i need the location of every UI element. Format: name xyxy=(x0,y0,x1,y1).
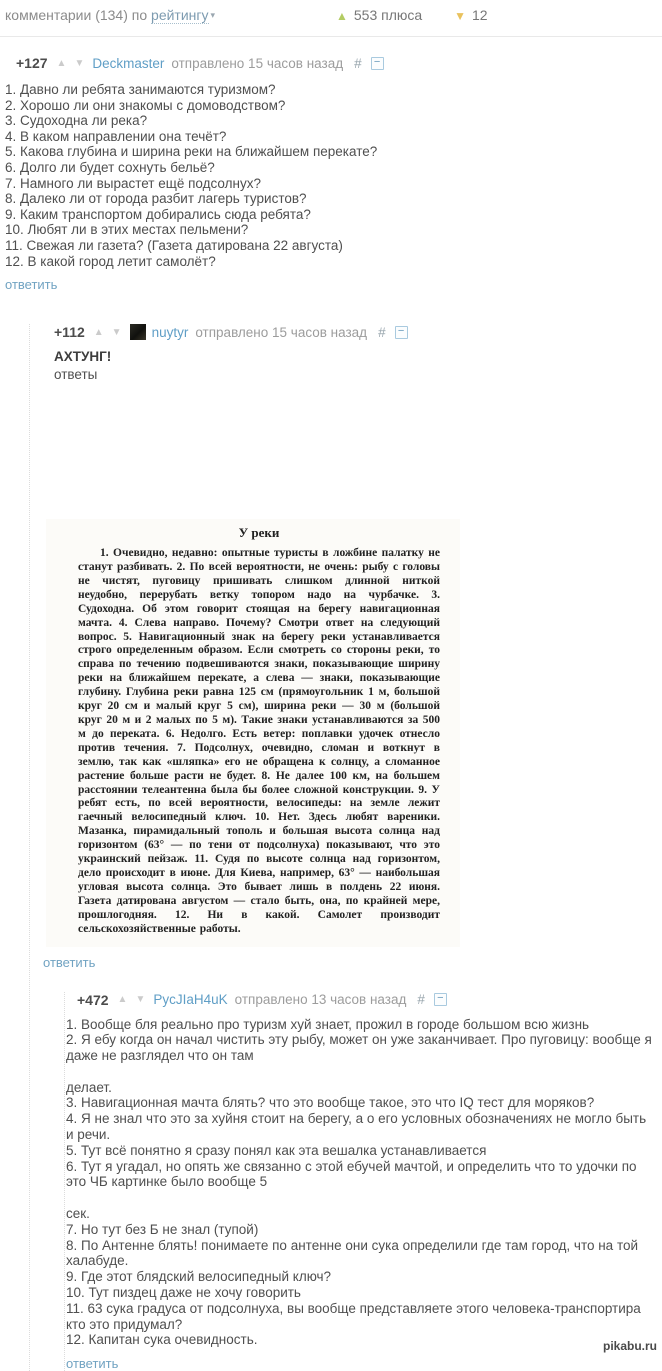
permalink-hash-icon[interactable]: # xyxy=(417,992,425,1007)
comment-header xyxy=(54,324,662,340)
comment-text-line: АХТУНГ! xyxy=(54,349,662,365)
comment-text-line: 1. Давно ли ребята занимаются туризмом? xyxy=(5,82,662,98)
comment-text-line: 6. Тут я угадал, но опять же связанно с этой ебучей мачтой, и определить что то удочки по это ЧБ картинке было вообще 5 xyxy=(66,1159,654,1191)
chevron-down-icon: ▾ xyxy=(211,10,216,20)
comment-text-line: 11. Свежая ли газета? (Газета датирована 22 августа) xyxy=(5,238,662,254)
comment-text-line: делает. xyxy=(66,1080,654,1096)
comment-text-line: 5. Тут всё понятно я сразу понял как эта вешалка устанавливается xyxy=(66,1143,654,1159)
comment-text-line: 7. Намного ли вырастет ещё подсолнух? xyxy=(5,176,662,192)
comment-timestamp: отправлено 13 часов назад xyxy=(235,992,407,1007)
post-votes-summary xyxy=(336,7,488,23)
comment-text-line: 4. Я не знал что это за хуйня стоит на берегу, а о его условных обозначениях не могло быть и речи. xyxy=(66,1111,654,1143)
reply-link[interactable]: ответить xyxy=(43,955,95,970)
reply-link[interactable]: ответить xyxy=(5,277,57,292)
comment-text-line: 3. Навигационная мачта блять? что это вообще такое, это что IQ тест для моряков? xyxy=(66,1095,654,1111)
comment-text-line xyxy=(66,1064,654,1080)
comments-count-label: комментарии (134) по xyxy=(5,7,147,23)
comment-thread xyxy=(29,324,662,1371)
upvote-arrow-icon[interactable]: ▲ xyxy=(94,327,104,338)
comment xyxy=(54,324,662,969)
comment-text-line xyxy=(66,1190,654,1206)
comment-text-line: 5. Какова глубина и ширина реки на ближайшем перекате? xyxy=(5,144,662,160)
comment-text-line: 4. В каком направлении она течёт? xyxy=(5,129,662,145)
permalink-hash-icon[interactable]: # xyxy=(378,325,386,340)
comment-text-line: 2. Я ебу когда он начал чистить эту рыбу, может он уже заканчивает. Про пуговицу: вообще я даже не разглядел что он там xyxy=(66,1032,654,1064)
minus-triangle-icon: ▼ xyxy=(454,9,466,23)
comment xyxy=(77,992,662,1371)
comment-text-line: 11. 63 сука градуса от подсолнуха, вы вообще представляете этого человека-транспортира кто это придумал? xyxy=(66,1301,654,1333)
comment-text-line: 8. По Антенне блять! понимаете по антенне они сука определили где там город, что на той халабуде. xyxy=(66,1238,654,1270)
book-page-scan-image[interactable] xyxy=(46,519,460,946)
upvote-arrow-icon[interactable]: ▲ xyxy=(118,994,128,1005)
plus-triangle-icon: ▲ xyxy=(336,9,348,23)
comment-body xyxy=(5,82,662,269)
comment-timestamp: отправлено 15 часов назад xyxy=(195,325,367,340)
site-watermark: pikabu.ru xyxy=(603,1339,657,1353)
sort-dropdown[interactable]: рейтингу xyxy=(151,7,208,24)
comment-text-line: 7. Но тут без Б не знал (тупой) xyxy=(66,1222,654,1238)
divider xyxy=(0,36,662,37)
comment-header xyxy=(77,992,654,1008)
comment-text-line: 10. Тут пиздец даже не хочу говорить xyxy=(66,1285,654,1301)
comment-author-link[interactable]: PycJIaH4uK xyxy=(153,992,227,1007)
upvote-arrow-icon[interactable]: ▲ xyxy=(57,58,67,69)
scan-text: 1. Очевидно, недавно: опытные туристы в ложбине палатку не станут разбивать. 2. По всей вероятности, не очень: рыбу с головы не чистят, пуговицу пришивать слишком длинной ниткой неудобно, перерубать ветку топором надо на чурбачке. 3. Судоходна. Об этом говорит стоящая на берегу навигационная мачта. 4. Слева направо. Почему? Смотри ответ на следующий вопрос. 5. Навигационный знак на берегу реки устанавливается строго определенным образом. Если смотреть со стороны реки, то справа по течению подвешиваются знаки, показывающие ширину реки на ближайшем перекате, а слева — знаки, показывающие глубину. Глубина реки равна 125 см (прямоугольник 1 м, большой круг 20 см и малый круг 5 см), ширина реки — 30 м (большой круг 20 м и 2 малых по 5 м). Такие знаки устанавливаются за 500 м до переката. 6. Недолго. Есть ветер: поплавки удочек отнесло против течения. 7. Подсолнух, очевидно, сломан и воткнут в землю, так как «шляпка» его не обращена к солнцу, а сломанное растение больше расти не будет. 8. Не далее 100 км, на большем расстоянии телеантенна была бы более сложной конструкции. 9. У ребят есть, по всей вероятности, велосипеды: на земле лежит гаечный велосипедный ключ. 10. Нет. Здесь любят вареники. Мазанка, пирамидальный тополь и большая высота солнца над горизонтом (63° — по тени от подсолнуха) показывают, что это украинский пейзаж. 11. Судя по высоте солнца над горизонтом, дело происходит в июне. Для Киева, например, 63° — наибольшая угловая высота солнца. Это бывает лишь в полдень 22 июня. Газета датирована августом — стало быть, она, по крайней мере, прошлогодняя. 12. Ни в какой. Самолет производит сельскохозяйственные работы. xyxy=(78,547,440,936)
collapse-comment-icon[interactable]: − xyxy=(434,993,447,1006)
comment-rating: +112 xyxy=(54,324,85,340)
comment-text-line: 12. Капитан сука очевидность. xyxy=(66,1332,654,1348)
comment-text-line: 9. Каким транспортом добирались сюда ребята? xyxy=(5,207,662,223)
comment-text-line: 9. Где этот блядский велосипедный ключ? xyxy=(66,1269,654,1285)
comment-timestamp: отправлено 15 часов назад xyxy=(171,56,343,71)
scan-title: У реки xyxy=(78,525,440,541)
permalink-hash-icon[interactable]: # xyxy=(354,56,362,71)
collapse-comment-icon[interactable]: − xyxy=(395,326,408,339)
comment-header xyxy=(16,55,662,71)
comment-text-line: ответы xyxy=(54,367,662,383)
reply-link[interactable]: ответить xyxy=(66,1356,118,1371)
downvote-arrow-icon[interactable]: ▼ xyxy=(74,58,84,69)
comment-text-line: 3. Судоходна ли река? xyxy=(5,113,662,129)
downvote-arrow-icon[interactable]: ▼ xyxy=(135,994,145,1005)
comments-toolbar xyxy=(0,0,662,29)
comment-author-link[interactable]: Deckmaster xyxy=(92,56,164,71)
comment-text-line: 8. Далеко ли от города разбит лагерь туристов? xyxy=(5,191,662,207)
comment-text-line: 10. Любят ли в этих местах пельмени? xyxy=(5,222,662,238)
comment-text-line: 6. Долго ли будет сохнуть бельё? xyxy=(5,160,662,176)
comment xyxy=(0,55,662,1371)
minuses-count: 12 xyxy=(472,7,488,23)
avatar[interactable] xyxy=(130,324,146,340)
comment-rating: +127 xyxy=(16,55,48,71)
comment-thread xyxy=(64,992,662,1371)
downvote-arrow-icon[interactable]: ▼ xyxy=(112,327,122,338)
comment-text-line: 12. В какой город летит самолёт? xyxy=(5,254,662,270)
comment-text-line: 2. Хорошо ли они знакомы с домоводством? xyxy=(5,98,662,114)
comment-body xyxy=(66,1017,654,1349)
pluses-count: 553 плюса xyxy=(354,7,422,23)
comment-text-line: 1. Вообще бля реально про туризм хуй знает, прожил в городе большом всю жизнь xyxy=(66,1017,654,1033)
comment-rating: +472 xyxy=(77,992,109,1008)
comment-text-line: сек. xyxy=(66,1206,654,1222)
collapse-comment-icon[interactable]: − xyxy=(371,57,384,70)
comment-author-link[interactable]: nuytyr xyxy=(152,325,189,340)
